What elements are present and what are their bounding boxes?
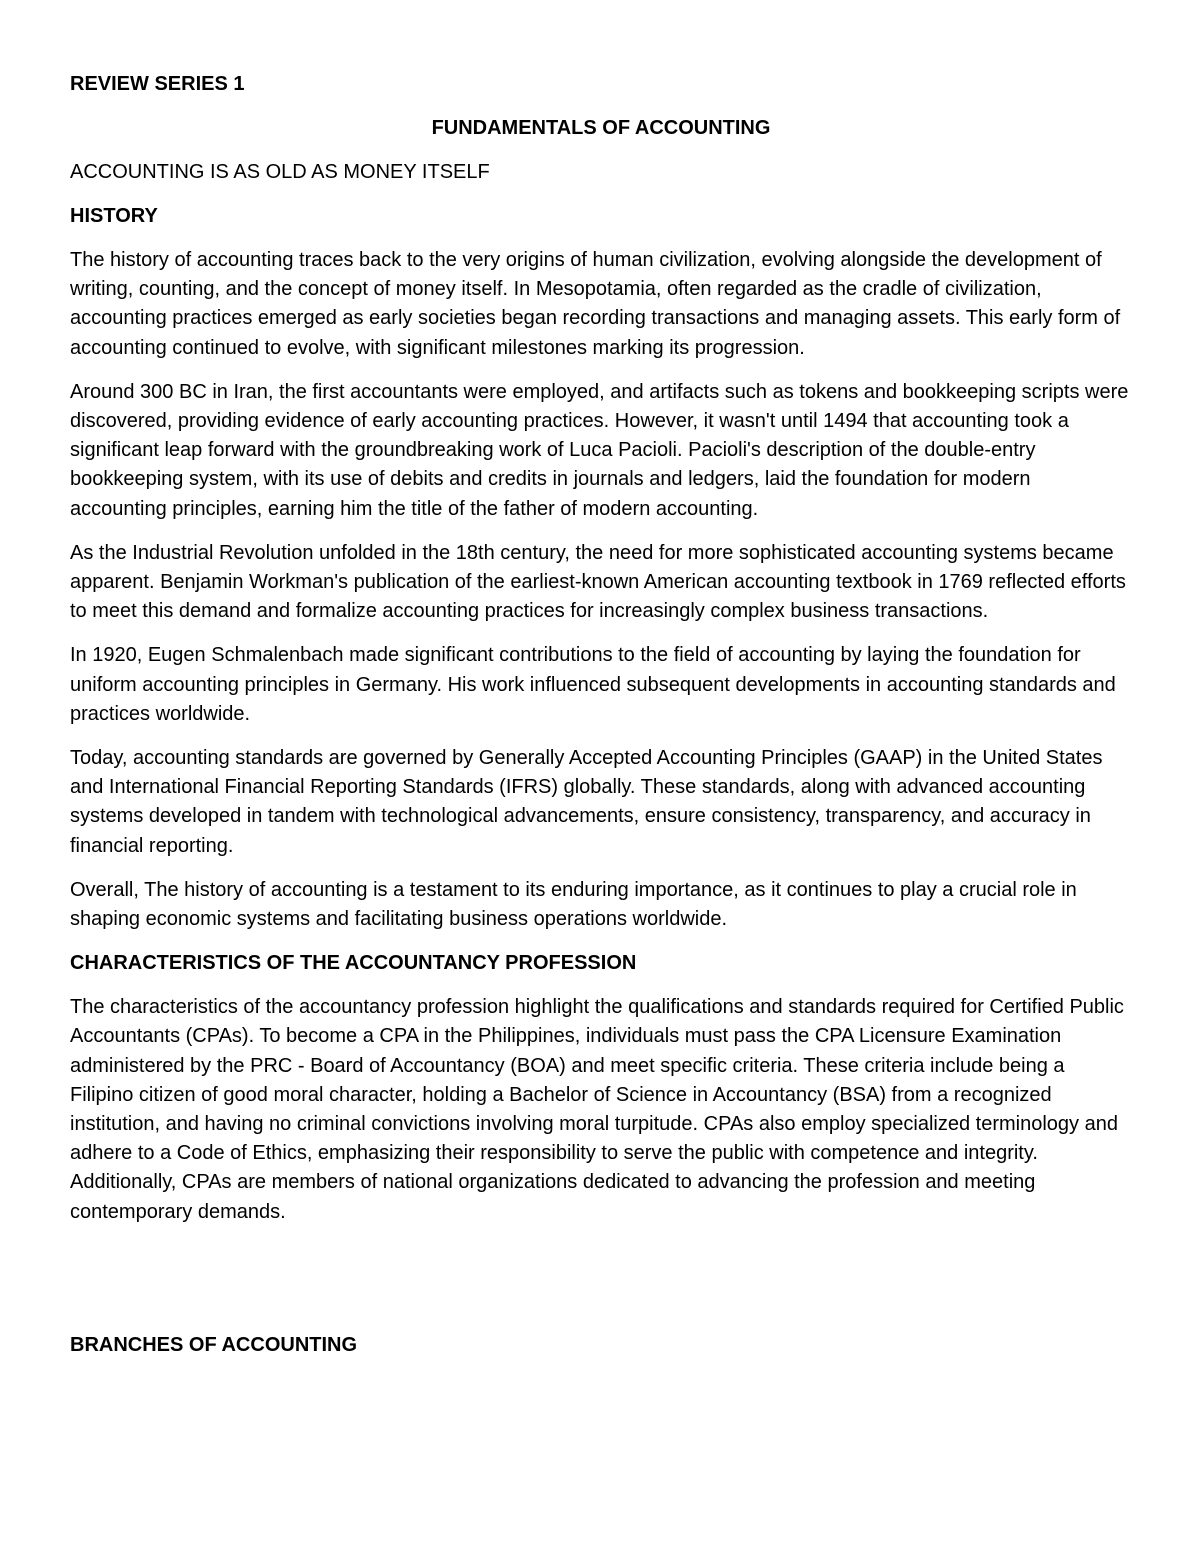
history-paragraph-2: Around 300 BC in Iran, the first accountants were employed, and artifacts such as tokens and bookkeeping scripts were discovered, providing evidence of early accounting practices. However, it wasn't until 1494 that accounting took a significant leap forward with the groundbreaking work of Luca Pacioli. Pacioli's description of the double-entry bookkeeping system, with its use of debits and credits in journals and ledgers, laid the foundation for modern accounting principles, earning him the title of the father of modern accounting. (70, 380, 1129, 520)
subtitle: ACCOUNTING IS AS OLD AS MONEY ITSELF (70, 161, 490, 183)
characteristics-paragraph-1: The characteristics of the accountancy profession highlight the qualifications and standards required for Certified Public Accountants (CPAs). To become a CPA in the Philippines, individuals must pass the CPA Licensure Examination administered by the PRC - Board of Accountancy (BOA) and meet specific criteria. These criteria include being a Filipino citizen of good moral character, holding a Bachelor of Science in Accountancy (BSA) from a recognized institution, and having no criminal convictions involving moral turpitude. CPAs also employ specialized terminology and adhere to a Code of Ethics, emphasizing their responsibility to serve the public with competence and integrity. Additionally, CPAs are members of national organizations dedicated to advancing the profession and meeting contemporary demands. (70, 996, 1124, 1223)
document-page (70, 70, 1132, 1375)
series-title: REVIEW SERIES 1 (70, 73, 245, 95)
history-heading: HISTORY (70, 205, 158, 227)
section-spacer (70, 1242, 1132, 1331)
history-paragraph-1: The history of accounting traces back to the very origins of human civilization, evolving alongside the development of writing, counting, and the concept of money itself. In Mesopotamia, often regarded as the cradle of civilization, accounting practices emerged as early societies began recording transactions and managing assets. This early form of accounting continued to evolve, with significant milestones marking its progression. (70, 249, 1121, 359)
history-paragraph-6: Overall, The history of accounting is a testament to its enduring importance, as it continues to play a crucial role in shaping economic systems and facilitating business operations worldwide. (70, 878, 1077, 931)
history-paragraph-3: As the Industrial Revolution unfolded in the 18th century, the need for more sophisticated accounting systems became apparent. Benjamin Workman's publication of the earliest-known American accounting textbook in 1769 reflected efforts to meet this demand and formalize accounting practices for increasingly complex business transactions. (70, 541, 1126, 623)
characteristics-heading: CHARACTERISTICS OF THE ACCOUNTANCY PROFESSION (70, 952, 637, 975)
main-title: FUNDAMENTALS OF ACCOUNTING (431, 117, 771, 139)
history-paragraph-5: Today, accounting standards are governed by Generally Accepted Accounting Principles (GAAP) in the United States and International Financial Reporting Standards (IFRS) globally. These standards, along with advanced accounting systems developed in tandem with technological advancements, ensure consistency, transparency, and accuracy in financial reporting. (70, 747, 1103, 857)
branches-heading: BRANCHES OF ACCOUNTING (70, 1333, 358, 1356)
history-paragraph-4: In 1920, Eugen Schmalenbach made significant contributions to the field of accounting by laying the foundation for uniform accounting principles in Germany. His work influenced subsequent developments in accounting standards and practices worldwide. (70, 644, 1116, 725)
